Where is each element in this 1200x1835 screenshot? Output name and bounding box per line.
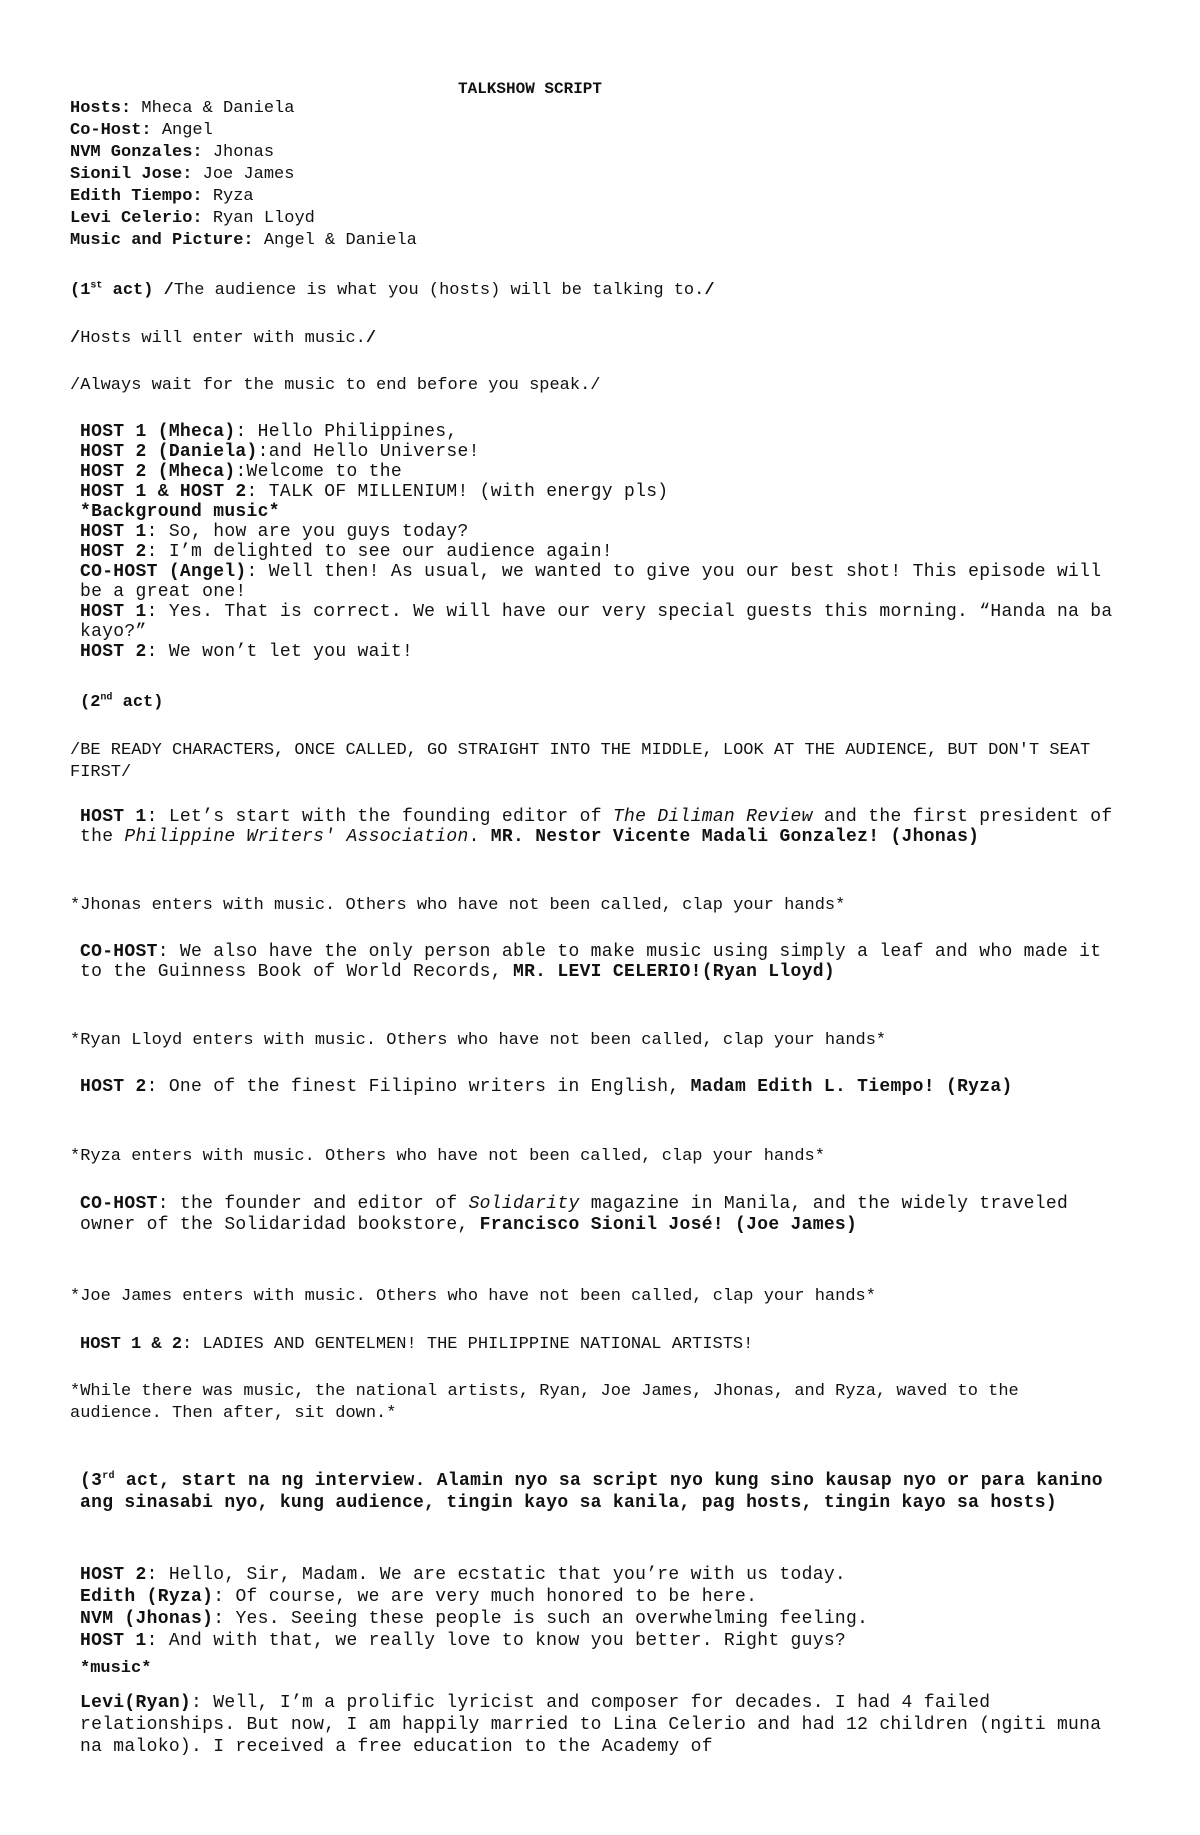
- cast-line: Edith Tiempo: Ryza: [70, 187, 254, 206]
- intro-jhonas: HOST 1: Let’s start with the founding editor of The Diliman Review and the first president of the Philippine Writers' Association. MR. Nestor Vicente Madali Gonzalez! (Jhonas): [80, 807, 1124, 847]
- levi-dialogue: Levi(Ryan): Well, I’m a prolific lyricist and composer for decades. I had 4 failed relationships. But now, I am happily married to Lina Celerio and had 12 children (ngiti muna na maloko). I received a free education to the Academy of: [80, 1693, 1113, 1757]
- stage-cue: *Ryza enters with music. Others who have not been called, clap your hands*: [70, 1147, 825, 1166]
- music-cue: *music*: [80, 1659, 152, 1678]
- dialogue-line: HOST 2 (Mheca):Welcome to the: [80, 462, 402, 482]
- cast-list: [70, 98, 1130, 252]
- act2-heading: (2nd act): [80, 692, 164, 712]
- stage-direction: /BE READY CHARACTERS, ONCE CALLED, GO STRAIGHT INTO THE MIDDLE, LOOK AT THE AUDIENCE, BUT DON'T SEAT FIRST/: [70, 741, 1101, 782]
- cast-line: Sionil Jose: Joe James: [70, 165, 295, 184]
- cast-line: Levi Celerio: Ryan Lloyd: [70, 209, 315, 228]
- act1-heading: (1st act) /The audience is what you (hosts) will be talking to./: [70, 280, 715, 300]
- dialogue-block-3: [80, 1564, 1120, 1652]
- dialogue-line: HOST 2: We won’t let you wait!: [80, 642, 414, 662]
- cast-line: NVM Gonzales: Jhonas: [70, 143, 275, 162]
- intro-ryza: HOST 2: One of the finest Filipino writers in English, Madam Edith L. Tiempo! (Ryza): [80, 1077, 1013, 1097]
- stage-cue: *Joe James enters with music. Others who have not been called, clap your hands*: [70, 1287, 876, 1306]
- dialogue-line: HOST 2: Hello, Sir, Madam. We are ecstatic that you’re with us today.: [80, 1565, 847, 1585]
- intro-ryan: CO-HOST: We also have the only person able to make music using simply a leaf and who made it to the Guinness Book of World Records, MR. LEVI CELERIO!(Ryan Lloyd): [80, 942, 1113, 982]
- stage-cue: *While there was music, the national artists, Ryan, Joe James, Jhonas, and Ryza, waved to the audience. Then after, sit down.*: [70, 1382, 1029, 1423]
- dialogue-line: CO-HOST (Angel): Well then! As usual, we wanted to give you our best shot! This episode will be a great one!: [80, 562, 1113, 602]
- stage-direction: /Always wait for the music to end before you speak./: [70, 376, 601, 395]
- dialogue-line: *Background music*: [80, 502, 280, 522]
- dialogue-line: HOST 1 & HOST 2: TALK OF MILLENIUM! (with energy pls): [80, 482, 669, 502]
- intro-joe: CO-HOST: the founder and editor of Solidarity magazine in Manila, and the widely traveled owner of the Solidaridad bookstore, Francisco Sionil José! (Joe James): [80, 1194, 1080, 1235]
- dialogue-line: Edith (Ryza): Of course, we are very much honored to be here.: [80, 1587, 758, 1607]
- page-title: TALKSHOW SCRIPT: [457, 80, 603, 98]
- cast-line: Music and Picture: Angel & Daniela: [70, 231, 417, 250]
- stage-direction: /Hosts will enter with music./: [70, 329, 377, 348]
- dialogue-line: HOST 1: Yes. That is correct. We will have our very special guests this morning. “Handa na ba kayo?”: [80, 602, 1124, 642]
- stage-cue: *Jhonas enters with music. Others who have not been called, clap your hands*: [70, 896, 846, 915]
- announcement: HOST 1 & 2: LADIES AND GENTELMEN! THE PHILIPPINE NATIONAL ARTISTS!: [80, 1335, 754, 1354]
- dialogue-line: HOST 1: So, how are you guys today?: [80, 522, 469, 542]
- dialogue-line: HOST 1: And with that, we really love to know you better. Right guys?: [80, 1631, 847, 1651]
- dialogue-line: HOST 2 (Daniela):and Hello Universe!: [80, 442, 480, 462]
- dialogue-line: HOST 1 (Mheca): Hello Philippines,: [80, 422, 458, 442]
- act3-heading: (3rd act, start na ng interview. Alamin nyo sa script nyo kung sino kausap nyo or para kanino ang sinasabi nyo, kung audience, tingin kayo sa kanila, pag hosts, tingin kayo sa hosts): [80, 1471, 1114, 1513]
- dialogue-block-1: [80, 422, 1124, 662]
- dialogue-line: NVM (Jhonas): Yes. Seeing these people is such an overwhelming feeling.: [80, 1609, 869, 1629]
- dialogue-line: HOST 2: I’m delighted to see our audience again!: [80, 542, 613, 562]
- cast-line: Co-Host: Angel: [70, 121, 213, 140]
- stage-cue: *Ryan Lloyd enters with music. Others who have not been called, clap your hands*: [70, 1031, 887, 1050]
- cast-line: Hosts: Mheca & Daniela: [70, 99, 295, 118]
